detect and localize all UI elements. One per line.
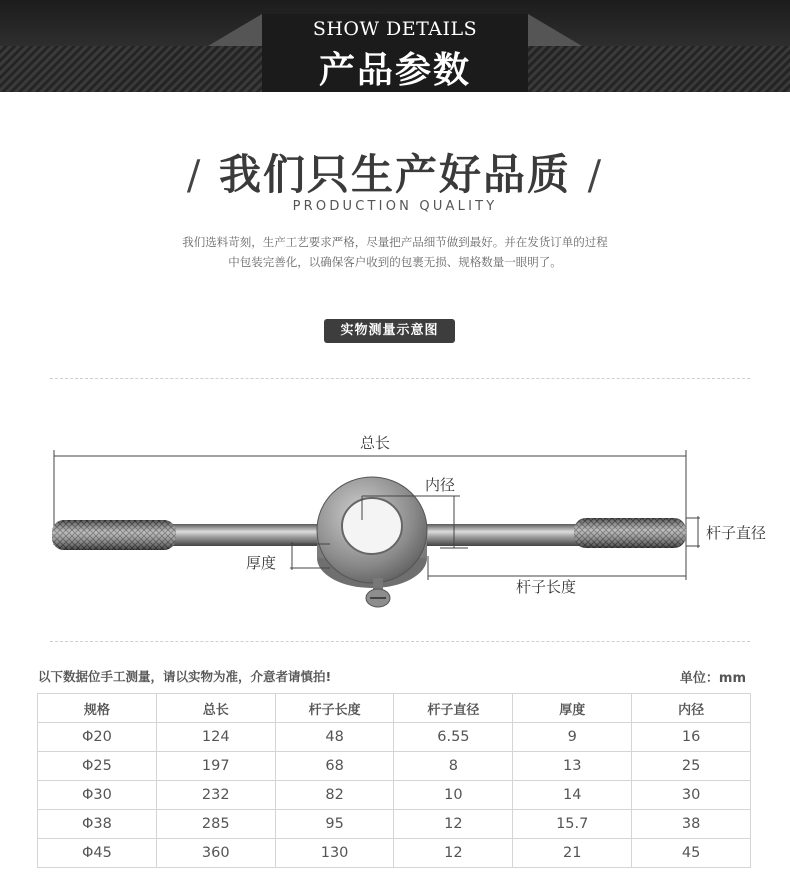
label-inner-diameter: 内径 [425,476,456,494]
cell-thickness: 14 [513,781,632,810]
cell-inner-diameter: 38 [632,810,751,839]
cell-total-length: 360 [156,839,275,868]
label-thickness: 厚度 [246,554,277,572]
cell-inner-diameter: 45 [632,839,751,868]
label-rod-diameter: 杆子直径 [706,524,767,542]
cell-thickness: 21 [513,839,632,868]
cell-thickness: 15.7 [513,810,632,839]
intro-line-2: 中包装完善化，以确保客户收到的包裹无损、规格数量一眼明了。 [228,255,562,269]
cell-inner-diameter: 25 [632,752,751,781]
table-row [38,781,751,810]
cell-rod-diameter: 12 [394,810,513,839]
headline-subtitle: PRODUCTION QUALITY [292,199,498,214]
cell-rod-diameter: 10 [394,781,513,810]
header-spec: 规格 [38,694,157,723]
quality-headline [0,142,790,202]
header-rod-diameter: 杆子直径 [394,694,513,723]
cell-rod-diameter: 6.55 [394,723,513,752]
table-row [38,752,751,781]
unit-label: 单位：mm [679,671,746,686]
label-total-length: 总长 [360,434,391,452]
table-row [38,810,751,839]
measurement-diagram [0,380,790,642]
show-details-text: SHOW DETAILS [312,18,478,40]
measurement-diagram-tag: 实物测量示意图 [324,319,455,343]
banner-title: 产品参数 [318,50,471,91]
headline-slash-right: / [587,153,604,199]
table-header-row [38,694,751,723]
measurement-note: 以下数据位手工测量，请以实物为准，介意者请慎拍! [38,669,332,684]
header-total-length: 总长 [156,694,275,723]
cell-rod-diameter: 8 [394,752,513,781]
label-rod-length: 杆子长度 [516,578,577,596]
header-rod-length: 杆子长度 [275,694,394,723]
cell-rod-length: 95 [275,810,394,839]
intro-line-1: 我们选料苛刻，生产工艺要求严格，尽量把产品细节做到最好。并在发货订单的过程 [182,235,608,249]
spec-table [37,693,751,868]
cell-rod-length: 48 [275,723,394,752]
cell-rod-diameter: 12 [394,839,513,868]
cell-total-length: 232 [156,781,275,810]
header-banner [0,0,790,92]
cell-inner-diameter: 30 [632,781,751,810]
header-thickness: 厚度 [513,694,632,723]
cell-thickness: 13 [513,752,632,781]
cell-total-length: 197 [156,752,275,781]
divider-bottom [50,641,750,642]
cell-total-length: 124 [156,723,275,752]
intro-paragraph [0,232,790,272]
cell-total-length: 285 [156,810,275,839]
divider-top [50,378,750,379]
cell-rod-length: 68 [275,752,394,781]
header-inner-diameter: 内径 [632,694,751,723]
die-stock-illustration [0,380,790,642]
headline-slash-left: / [186,153,203,199]
die-holder-bore [342,498,402,554]
cell-spec: Φ45 [38,839,157,868]
cell-inner-diameter: 16 [632,723,751,752]
cell-thickness: 9 [513,723,632,752]
cell-rod-length: 82 [275,781,394,810]
cell-spec: Φ30 [38,781,157,810]
cell-spec: Φ38 [38,810,157,839]
table-row [38,723,751,752]
table-row [38,839,751,868]
cell-spec: Φ25 [38,752,157,781]
headline-text: 我们只生产好品质 [218,150,571,199]
cell-rod-length: 130 [275,839,394,868]
cell-spec: Φ20 [38,723,157,752]
